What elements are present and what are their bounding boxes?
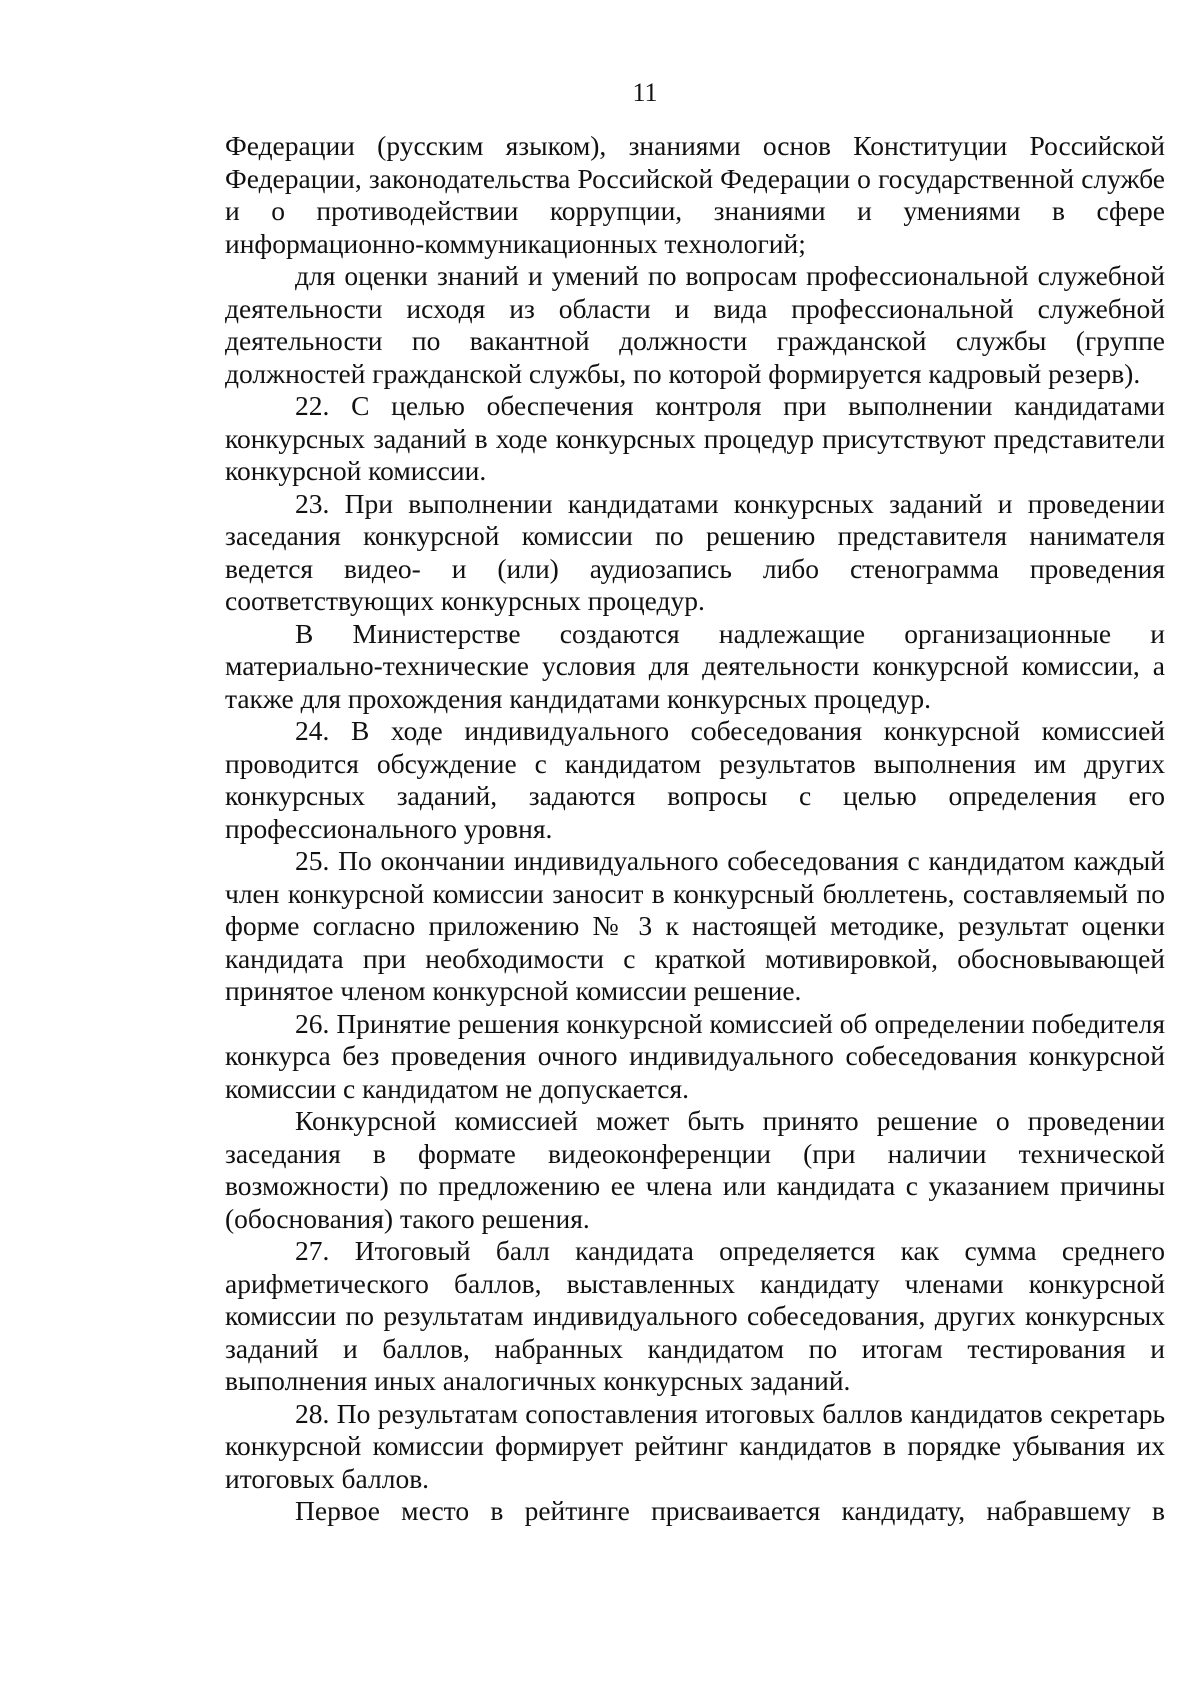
- paragraph: Конкурсной комиссией может быть принято решение о проведении заседания в формате видеоконференции (при наличии технической возможности) по предложению ее члена или кандидата с указанием причины (обоснования) такого решения.: [225, 1105, 1165, 1234]
- paragraph-item-22: 22. С целью обеспечения контроля при выполнении кандидатами конкурсных заданий в ходе конкурсных процедур присутствуют представители конкурсной комиссии.: [225, 390, 1165, 486]
- document-body: [225, 130, 1165, 1528]
- paragraph: В Министерстве создаются надлежащие организационные и материально-технические условия для деятельности конкурсной комиссии, а также для прохождения кандидатами конкурсных процедур.: [225, 617, 1165, 714]
- paragraph-item-26: 26. Принятие решения конкурсной комиссией об определении победителя конкурса без проведения очного индивидуального собеседования конкурсной комиссии с кандидатом не допускается.: [225, 1007, 1165, 1104]
- paragraph-item-23: 23. При выполнении кандидатами конкурсных заданий и проведении заседания конкурсной комиссии по решению представителя нанимателя ведется видео- и (или) аудиозапись либо стенограмма проведения соответствующих конкурсных процедур.: [225, 487, 1165, 616]
- paragraph: Первое место в рейтинге присваивается кандидату, набравшему в: [295, 1495, 1165, 1526]
- paragraph-item-24: 24. В ходе индивидуального собеседования конкурсной комиссией проводится обсуждение с кандидатом результатов выполнения им других конкурсных заданий, задаются вопросы с целью определения его профессионального уровня.: [225, 715, 1165, 844]
- paragraph: для оценки знаний и умений по вопросам профессиональной служебной деятельности исходя из области и вида профессиональной служебной деятельности по вакантной должности гражданской службы (группе должностей гражданской службы, по которой формируется кадровый резерв).: [225, 260, 1165, 389]
- paragraph-item-25: 25. По окончании индивидуального собеседования с кандидатом каждый член конкурсной комиссии заносит в конкурсный бюллетень, составляемый по форме согласно приложению № 3 к настоящей методике, результат оценки кандидата при необходимости с краткой мотивировкой, обосновывающей принятое членом конкурсной комиссии решение.: [225, 845, 1165, 1006]
- paragraph: Федерации (русским языком), знаниями основ Конституции Российской Федерации, законодательства Российской Федерации о государственной службе и о противодействии коррупции, знаниями и умениями в сфере информационно-коммуникационных технологий;: [225, 130, 1165, 259]
- paragraph-item-27: 27. Итоговый балл кандидата определяется как сумма среднего арифметического баллов, выставленных кандидату членами конкурсной комиссии по результатам индивидуального собеседования, других конкурсных заданий и баллов, набранных кандидатом по итогам тестирования и выполнения иных аналогичных конкурсных заданий.: [225, 1235, 1165, 1396]
- page-number: 11: [632, 78, 658, 107]
- paragraph-item-28: 28. По результатам сопоставления итоговых баллов кандидатов секретарь конкурсной комиссии формирует рейтинг кандидатов в порядке убывания их итоговых баллов.: [225, 1397, 1165, 1494]
